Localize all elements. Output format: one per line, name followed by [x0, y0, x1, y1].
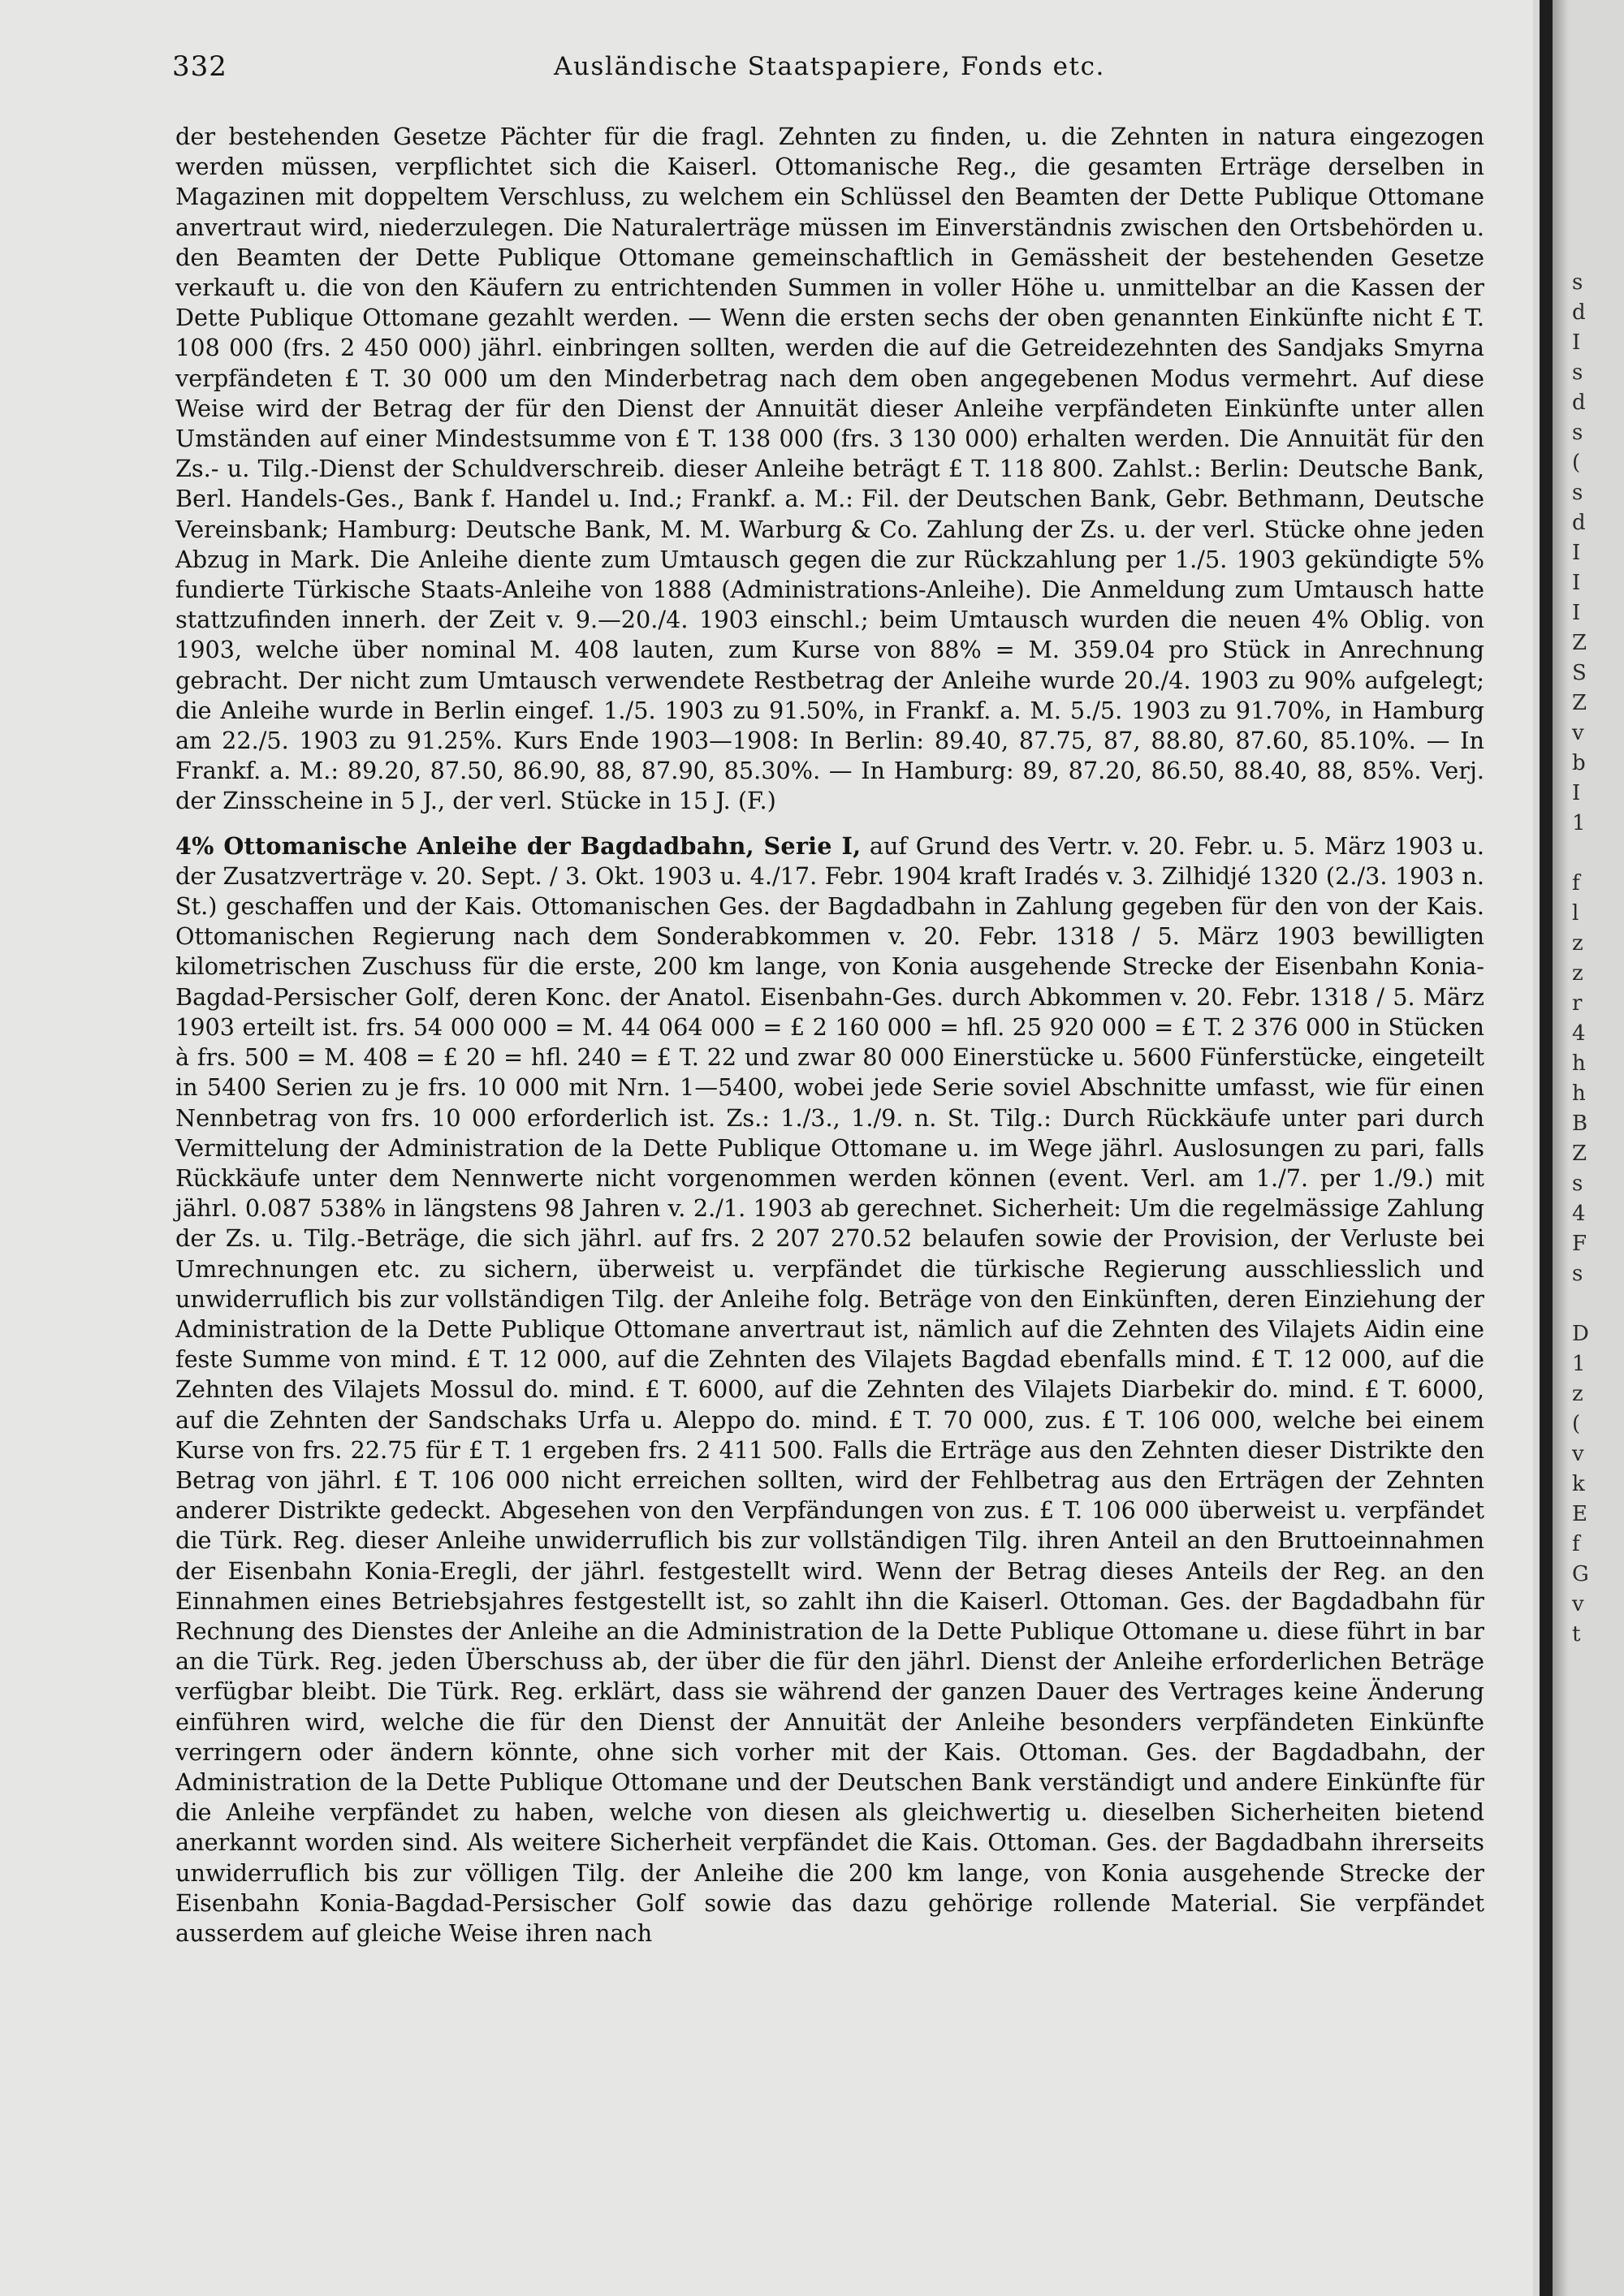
gutter-letter: z [1572, 961, 1583, 986]
gutter-letter: t [1572, 1622, 1581, 1646]
gutter-letter: ( [1572, 451, 1581, 475]
binding-edge [1540, 0, 1553, 2296]
gutter-letter: 1 [1572, 1352, 1586, 1376]
gutter-letter: Z [1572, 691, 1587, 715]
gutter-letter: s [1572, 1172, 1583, 1196]
gutter-letter: z [1572, 1382, 1583, 1406]
gutter-letter: B [1572, 1111, 1588, 1136]
binding-shadow [1553, 0, 1569, 2296]
gutter-letter [1572, 1289, 1621, 1319]
gutter-letter: f [1572, 871, 1580, 896]
gutter-letter: v [1572, 1592, 1584, 1616]
gutter-letter: I [1572, 781, 1581, 805]
gutter-letter: E [1572, 1502, 1587, 1526]
paragraph-text: auf Grund des Vertr. v. 20. Febr. u. 5. März 1903 u. der Zusatzverträge v. 20. Sept. / 3. Okt. 1903 u. 4./17. Febr. 1904 kraft Iradés v. 3. Zilhidjé 1320 (2./3. 1903 n. St.) geschaffen und der Kais. Ottomanischen Ges. der Bagdadbahn in Zahlung gegeben für den von der Kais. Ottomanischen Regierung nach dem Sonderabkommen v. 20. Febr. 1318 / 5. März 1903 bewilligten kilometrischen Zuschuss für die erste, 200 km lange, von Konia ausgehende Strecke der Eisenbahn Konia-Bagdad-Persischer Golf, deren Konc. der Anatol. Eisenbahn-Ges. durch Abkommen v. 20. Febr. 1318 / 5. März 1903 erteilt ist. frs. 54 000 000 = M. 44 064 000 = £ 2 160 000 = hfl. 25 920 000 = £ T. 2 376 000 in Stücken à frs. 500 = M. 408 = £ 20 = hfl. 240 = £ T. 22 und zwar 80 000 Einerstücke u. 5600 Fünferstücke, eingeteilt in 5400 Serien zu je frs. 10 000 mit Nrn. 1—5400, wobei jede Serie soviel Abschnitte umfasst, wie für einen Nennbetrag von frs. 10 000 erforderlich ist. Zs.: 1./3., 1./9. n. St. Tilg.: Durch Rückkäufe unter pari durch Vermittelung der Administration de la Dette Publique Ottomane u. im Wege jährl. Auslosungen zu pari, falls Rückkäufe unter dem Nennwerte nicht vorgenommen werden können (event. Verl. am 1./7. per 1./9.) mit jährl. 0.087 538% in längstens 98 Jahren v. 2./1. 1903 ab gerechnet. Sicherheit: Um die regelmässige Zahlung der Zs. u. Tilg.-Beträge, die sich jährl. auf frs. 2 207 270.52 belaufen sowie der Provision, der Verluste bei Umrechnungen etc. zu sichern, überweist u. verpfändet die türkische Regierung ausschliesslich und unwiderruflich bis zur vollständigen Tilg. der Anleihe folg. Beträge von den Einkünften, deren Einziehung der Administration de la Dette Publique Ottomane anvertraut ist, nämlich auf die Zehnten des Vilajets Aidin eine feste Summe von mind. £ T. 12 000, auf die Zehnten des Vilajets Bagdad ebenfalls mind. £ T. 12 000, auf die Zehnten des Vilajets Mossul do. mind. £ T. 6000, auf die Zehnten des Vilajets Diarbekir do. mind. £ T. 6000, auf die Zehnten der Sandschaks Urfa u. Aleppo do. mind. £ T. 70 000, zus. £ T. 106 000, welche bei einem Kurse von frs. 22.75 für £ T. 1 ergeben frs. 2 411 500. Falls die Erträge aus den Zehnten dieser Distrikte den Betrag von jährl. £ T. 106 000 nicht erreichen sollten, wird der Fehlbetrag aus den Erträgen der Zehnten anderer Distrikte gedeckt. Abgesehen von den Verpfändungen von zus. £ T. 106 000 überweist u. verpfändet die Türk. Reg. dieser Anleihe unwiderruflich bis zur vollständigen Tilg. ihren Anteil an den Bruttoeinnahmen der Eisenbahn Konia-Eregli, der jährl. festgestellt wird. Wenn der Betrag dieses Anteils der Reg. an den Einnahmen eines Betriebsjahres festgestellt ist, so zahlt ihn die Kaiserl. Ottoman. Ges. der Bagdadbahn für Rechnung des Dienstes der Anleihe an die Administration de la Dette Publique Ottomane u. diese führt in bar an die Türk. Reg. jeden Überschuss ab, der über die für den jährl. Dienst der Anleihe erforderlichen Beträge verfügbar bleibt. Die Türk. Reg. erklärt, dass sie während der ganzen Dauer des Vertrages keine Änderung einführen wird, welche die für den Dienst der Annuität der Anleihe besonders verpfändeten Einkünfte verringern oder ändern könnte, ohne sich vorher mit der Kais. Ottoman. Ges. der Bagdadbahn, der Administration de la Dette Publique Ottomane und der Deutschen Bank verständigt und andere Einkünfte für die Anleihe verpfändet zu haben, welche von diesen als gleichwertig u. dieselben Sicherheiten bietend anerkannt worden sind. Als weitere Sicherheit verpfändet die Kais. Ottoman. Ges. der Bagdadbahn ihrerseits unwiderruflich bis zur völligen Tilg. der Anleihe die 200 km lange, von Konia ausgehende Strecke der Eisenbahn Konia-Bagdad-Persischer Golf sowie das dazu gehörige rollende Material. Sie verpfändet ausserdem auf gleiche Weise ihren nach [175, 831, 1484, 1947]
entry-title: 4% Ottomanische Anleihe der Bagdadbahn, Serie I, [175, 831, 862, 860]
gutter-letter: 4 [1572, 1021, 1586, 1046]
gutter-letter: Z [1572, 1142, 1587, 1166]
gutter-letter: 1 [1572, 811, 1586, 835]
body-text [175, 122, 1484, 1949]
gutter-letter: Z [1572, 631, 1587, 655]
gutter-letter: d [1572, 391, 1586, 415]
gutter-letter: z [1572, 931, 1583, 956]
gutter-letter: s [1572, 270, 1583, 295]
gutter-letter: 4 [1572, 1202, 1586, 1226]
paragraph-text: der bestehenden Gesetze Pächter für die fragl. Zehnten zu finden, u. die Zehnten in natura eingezogen werden müssen, verpflichtet sich die Kaiserl. Ottomanische Reg., die gesamten Erträge derselben in Magazinen mit doppeltem Verschluss, zu welchem ein Schlüssel den Beamten der Dette Publique Ottomane anvertraut wird, niederzulegen. Die Naturalerträge müssen im Einverständnis zwischen den Ortsbehörden u. den Beamten der Dette Publique Ottomane gemeinschaftlich in Gemässheit der bestehenden Gesetze verkauft u. die von den Käufern zu entrichtenden Summen in voller Höhe u. unmittelbar an die Kassen der Dette Publique Ottomane gezahlt werden. — Wenn die ersten sechs der oben genannten Einkünfte nicht £ T. 108 000 (frs. 2 450 000) jährl. einbringen sollten, werden die auf die Getreidezehnten des Sandjaks Smyrna verpfändeten £ T. 30 000 um den Minderbetrag nach dem oben angegebenen Modus vermehrt. Auf diese Weise wird der Betrag der für den Dienst der Annuität dieser Anleihe verpfändeten Einkünfte unter allen Umständen auf einer Mindestsumme von £ T. 138 000 (frs. 3 130 000) erhalten werden. Die Annuität für den Zs.- u. Tilg.-Dienst der Schuldverschreib. dieser Anleihe beträgt £ T. 118 800. Zahlst.: Berlin: Deutsche Bank, Berl. Handels-Ges., Bank f. Handel u. Ind.; Frankf. a. M.: Fil. der Deutschen Bank, Gebr. Bethmann, Deutsche Vereinsbank; Hamburg: Deutsche Bank, M. M. Warburg & Co. Zahlung der Zs. u. der verl. Stücke ohne jeden Abzug in Mark. Die Anleihe diente zum Umtausch gegen die zur Rückzahlung per 1./5. 1903 gekündigte 5% fundierte Türkische Staats-Anleihe von 1888 (Administrations-Anleihe). Die Anmeldung zum Umtausch hatte stattzufinden innerh. der Zeit v. 9.—20./4. 1903 einschl.; beim Umtausch wurden die neuen 4% Oblig. von 1903, welche über nominal M. 408 lauten, zum Kurse von 88% = M. 359.04 pro Stück in Anrechnung gebracht. Der nicht zum Umtausch verwendete Restbetrag der Anleihe wurde 20./4. 1903 zu 90% aufgelegt; die Anleihe wurde in Berlin eingef. 1./5. 1903 zu 91.50%, in Frankf. a. M. 5./5. 1903 zu 91.70%, in Hamburg am 22./5. 1903 zu 91.25%. Kurs Ende 1903—1908: In Berlin: 89.40, 87.75, 87, 88.80, 87.60, 85.10%. — In Frankf. a. M.: 89.20, 87.50, 86.90, 88, 87.90, 85.30%. — In Hamburg: 89, 87.20, 86.50, 88.40, 88, 85%. Verj. der Zinsscheine in 5 J., der verl. Stücke in 15 J. (F.) [175, 123, 1484, 815]
page-number: 332 [172, 50, 227, 83]
gutter-letter [1572, 839, 1621, 869]
gutter-letter: v [1572, 721, 1584, 745]
gutter-letter: D [1572, 1322, 1589, 1346]
gutter-letter: s [1572, 481, 1583, 505]
gutter-letter: S [1572, 661, 1587, 685]
adjacent-page-fragment [1572, 268, 1621, 1650]
gutter-letter: v [1572, 1442, 1584, 1466]
gutter-letter: b [1572, 751, 1586, 775]
page-header [172, 50, 1488, 88]
gutter-letter: I [1572, 541, 1581, 565]
gutter-letter: h [1572, 1081, 1586, 1106]
gutter-letter: G [1572, 1562, 1589, 1586]
gutter-letter: s [1572, 360, 1583, 385]
gutter-letter: l [1572, 901, 1579, 926]
gutter-letter: h [1572, 1051, 1586, 1076]
gutter-letter: s [1572, 1262, 1583, 1286]
paragraph-continuation [175, 122, 1484, 817]
gutter-letter: k [1572, 1472, 1585, 1496]
binding-gutter [1533, 0, 1624, 2296]
gutter-letter: I [1572, 601, 1581, 625]
gutter-letter: I [1572, 330, 1581, 355]
gutter-letter: I [1572, 571, 1581, 595]
gutter-letter: r [1572, 991, 1583, 1016]
running-head: Ausländische Staatspapiere, Fonds etc. [554, 52, 1106, 81]
gutter-letter: d [1572, 300, 1586, 325]
gutter-letter: F [1572, 1232, 1587, 1256]
gutter-letter: d [1572, 511, 1586, 535]
gutter-letter: f [1572, 1532, 1580, 1556]
gutter-letter: ( [1572, 1412, 1581, 1436]
paragraph-bagdadbahn-entry [175, 831, 1484, 1949]
gutter-letter: s [1572, 421, 1583, 445]
